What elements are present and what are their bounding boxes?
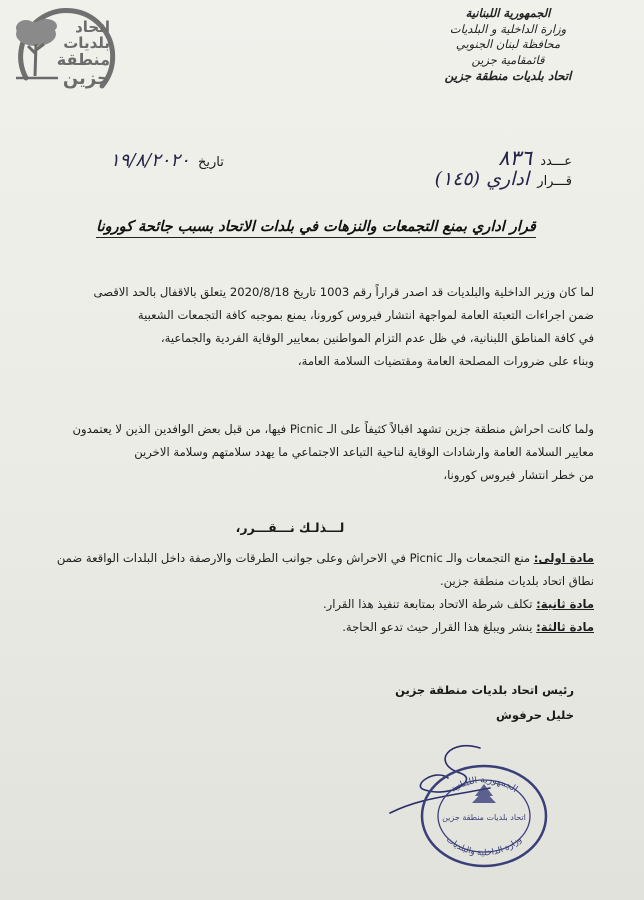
- article-item: [14, 570, 594, 593]
- svg-text:وزارة الداخلية والبلديات: [444, 835, 524, 858]
- article-item: [14, 593, 594, 616]
- number-value: ٨٣٦: [498, 146, 533, 170]
- paragraph-line: ضمن اجراءات التعبئة العامة لمواجهة انتشار فيروس كورونا، يمنع بموجبه كافة التجمعات الشعبية: [137, 308, 594, 322]
- union-line: اتحاد بلديات منطقة جزين: [444, 69, 572, 83]
- articles-list: [14, 547, 594, 639]
- paragraph-reasoning: [34, 418, 594, 487]
- official-stamp-icon: [415, 760, 553, 872]
- paragraph-line: في كافة المناطق اللبنانية، في ظل عدم التزام المواطنين بمعايير الوقاية الفردية والجماعية،: [160, 331, 594, 345]
- paragraph-line: معايير السلامة العامة وارشادات الوقاية لناحية التباعد الاجتماعي ما يهدد سلامتهم وسلامة الاخرين: [134, 445, 594, 459]
- stamp-middle-text: اتحاد بلديات منطقة جزين: [442, 813, 526, 822]
- governorate-line: محافظة لبنان الجنوبي: [455, 37, 561, 51]
- reference-number: [498, 146, 572, 170]
- number-label: عـــدد: [540, 154, 572, 169]
- article-label: مادة ثانية:: [536, 597, 594, 611]
- signatory-name: خليل حرفوش: [496, 708, 574, 722]
- decision-heading: لـــذلـك نـــقـــرر،: [235, 520, 345, 535]
- reference-date: [110, 150, 224, 171]
- paragraph-line: لما كان وزير الداخلية والبلديات قد اصدر قراراً رقم 1003 تاريخ 2020/8/18 يتعلق بالاقفال بالحد الاقصى: [93, 285, 594, 299]
- republic-line: الجمهورية اللبنانية: [465, 6, 551, 20]
- article-label: مادة ثالثة:: [536, 620, 594, 634]
- union-logo: [6, 4, 118, 104]
- decision-value: اداري (١٤٥): [434, 168, 530, 190]
- district-line: قائمقامية جزين: [471, 52, 545, 67]
- signatory-role: رئيس اتحاد بلديات منطقة جزين: [395, 683, 574, 697]
- article-text: منع التجمعات والـ Picnic في الاحراش وعلى جوانب الطرقات والارصفة داخل البلدات الواقعة ضمن: [56, 551, 531, 565]
- paragraph-preamble: [34, 281, 594, 373]
- logo-text-line: منطقة: [56, 50, 110, 69]
- stamp-top-text: الجمهورية اللبنانية: [449, 775, 520, 795]
- article-text: نطاق اتحاد بلديات منطقة جزين.: [439, 574, 594, 588]
- logo-text-line: جزين: [62, 68, 110, 89]
- ministry-line: وزارة الداخلية و البلديات: [449, 21, 567, 36]
- letterhead: [408, 6, 608, 85]
- paragraph-line: من خطر انتشار فيروس كورونا،: [443, 468, 594, 482]
- paragraph-line: وبناء على ضرورات المصلحة العامة ومقتضيات السلامة العامة،: [297, 354, 594, 368]
- article-item: [14, 616, 594, 639]
- article-item: [14, 547, 594, 570]
- reference-decision: [435, 168, 572, 190]
- logo-text-line: اتحاد: [75, 18, 110, 36]
- date-value: ١٩/٨/٢٠٢٠: [110, 150, 190, 171]
- date-label: تاريخ: [197, 155, 224, 170]
- decision-label: قـــرار: [537, 174, 572, 189]
- document-title: قرار اداري بمنع التجمعات والنزهات في بلدات الاتحاد بسبب جائحة كورونا: [96, 219, 536, 238]
- article-text: ينشر ويبلغ هذا القرار حيث تدعو الحاجة.: [342, 620, 533, 634]
- article-text: تكلف شرطة الاتحاد بمتابعة تنفيذ هذا القرار.: [322, 597, 533, 611]
- paragraph-line: ولما كانت احراش منطقة جزين تشهد اقبالاً كثيفاً على الـ Picnic فيها، من قبل بعض الوافدين الذين لا يعتمدون: [72, 422, 594, 436]
- logo-text-line: بلديات: [63, 34, 110, 52]
- article-label: مادة اولى:: [533, 551, 594, 565]
- stamp-bottom-text: وزارة الداخلية والبلديات: [444, 834, 524, 859]
